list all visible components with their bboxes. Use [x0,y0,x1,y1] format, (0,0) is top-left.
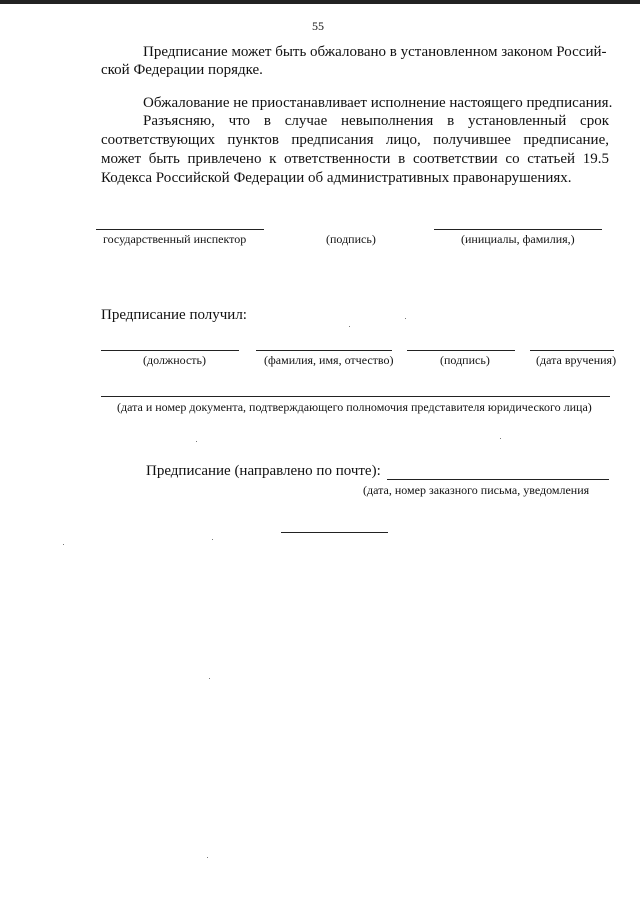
appeal-text-line2: ской Федерации порядке. [101,62,263,78]
no-suspension-text: Обжалование не приостанавливает исполнение настоящего предписания. [143,95,613,111]
mail-caption: (дата, номер заказного письма, уведомления [363,483,590,497]
authority-document-line [101,396,610,397]
explanation-line3: может быть привлечено к ответственности в соответствии со статьей 19.5 [101,151,609,167]
scan-speck [212,539,213,540]
received-heading: Предписание получил: [101,307,247,323]
appeal-text-line1: Предписание может быть обжаловано в установленном законом Россий- [143,44,607,60]
scan-speck [196,441,197,442]
inspector-signature-caption: (подпись) [326,232,376,246]
authority-document-caption: (дата и номер документа, подтверждающего полномочия представителя юридического лица) [117,400,592,414]
scan-speck [209,678,210,679]
received-signature-line [407,350,515,351]
scan-speck [500,438,501,439]
received-position-line [101,350,239,351]
scan-speck [349,326,350,327]
explanation-paragraph [101,112,609,188]
page-number: 55 [312,19,324,33]
inspector-name-caption: (инициалы, фамилия,) [461,232,575,246]
received-fullname-line [256,350,392,351]
inspector-name-line [434,229,602,230]
received-position-caption: (должность) [143,353,206,367]
received-date-caption: (дата вручения) [536,353,617,367]
scan-speck [405,318,406,319]
scan-edge [0,0,640,4]
explanation-line1: Разъясняю, что в случае невыполнения в установленный срок [143,113,609,129]
mail-line [387,479,609,480]
received-signature-caption: (подпись) [440,353,490,367]
inspector-position-line [96,229,264,230]
closing-rule [281,532,388,533]
scan-speck [63,544,64,545]
scan-speck [207,857,208,858]
explanation-line4: Кодекса Российской Федерации об административных правонарушениях. [101,170,572,186]
mail-label: Предписание (направлено по почте): [146,463,381,479]
inspector-position-caption: государственный инспектор [103,232,247,246]
received-date-line [530,350,614,351]
received-fullname-caption: (фамилия, имя, отчество) [264,353,394,367]
explanation-line2: соответствующих пунктов предписания лицо, получившее предписание, [101,132,609,148]
